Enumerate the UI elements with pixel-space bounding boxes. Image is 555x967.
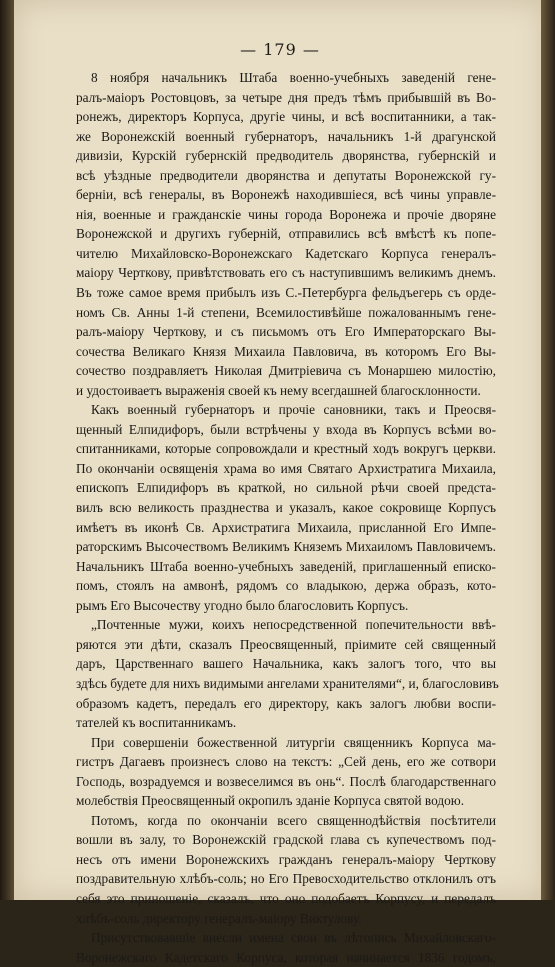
text-line: вилъ всю великость празднества и указалъ, какое сокровище Корпусъ bbox=[76, 500, 496, 516]
text-line: берніи, всѣ генералы, въ Воронежѣ находившіеся, всѣ чины управле- bbox=[76, 187, 496, 203]
text-line: имѣетъ въ иконѣ Св. Архистратига Михаила, присланной Его Импе- bbox=[76, 519, 496, 535]
text-line: Присутствовавшіе внесли имена свои въ лѣтопись Михайловскаго- bbox=[91, 930, 496, 946]
text-line: спитанниками, которые сопровождали и крестный ходъ вокругъ церкви. bbox=[76, 441, 496, 457]
text-line: Въ тоже самое время прибылъ изъ С.-Петербурга фельдъегерь съ орде- bbox=[76, 285, 496, 301]
text-line: По окончаніи освященія храма во имя Святаго Архистратига Михаила, bbox=[76, 460, 496, 476]
text-line: Потомъ, когда по окончаніи всего священнодѣйствія посѣтители bbox=[91, 812, 496, 828]
text-line: раторскимъ Высочествомъ Великимъ Княземъ Михаиломъ Павловичемъ. bbox=[76, 539, 496, 555]
text-line: дивизіи, Курскій губернскій предводитель дворянства, губернскій и bbox=[76, 148, 496, 164]
text-line: Господь, возрадуемся и возвеселимся въ онь“. Послѣ благодарственнаго bbox=[76, 773, 496, 789]
text-line: хлѣбъ-соль директору генералъ-маіору Виктулову. bbox=[76, 910, 362, 926]
text-line: ралъ-маіоръ Ростовцовъ, за четыре дня предъ тѣмъ прибывшій въ Во- bbox=[76, 89, 496, 105]
text-line: ронежъ, директоръ Корпуса, другіе чины, и всѣ воспитанники, а так- bbox=[76, 109, 496, 125]
text-line: щенный Елпидифоръ, были встрѣчены у входа въ Корпусъ всѣми во- bbox=[76, 421, 496, 437]
text-line: вошли въ залу, то Воронежскій градской глава съ купечествомъ под- bbox=[76, 832, 496, 848]
text-line: При совершеніи божественной литургіи священникъ Корпуса ма- bbox=[91, 734, 496, 750]
text-line: Воронежскаго Кадетскаго Корпуса, которая начинается 1836 годомъ, bbox=[76, 949, 496, 965]
text-line: даръ, Царственнаго вашего Начальника, какъ залогъ того, что вы bbox=[76, 656, 496, 672]
book-page bbox=[14, 0, 546, 965]
text-line: рымъ Его Высочеству угодно было благословить Корпусъ. bbox=[76, 597, 409, 613]
text-line: Какъ военный губернаторъ и прочіе сановники, такъ и Преосвя- bbox=[91, 402, 496, 418]
text-line: Начальникъ Штаба военно-учебныхъ заведеній, приглашенный еписко- bbox=[76, 558, 496, 574]
text-line: номъ Св. Анны 1-й степени, Всемилостивѣйше пожалованнымъ гене- bbox=[76, 304, 496, 320]
text-line: епископъ Елпидифоръ въ краткой, но сильной рѣчи своей предста- bbox=[76, 480, 496, 496]
text-line: образомъ кадетъ, передалъ его директору, какъ залогъ любви воспи- bbox=[76, 695, 496, 711]
text-line: 8 ноября начальникъ Штаба военно-учебныхъ заведеній гене- bbox=[91, 70, 496, 85]
text-line: и удостоиваетъ выраженія своей къ нему всегдашней благосклонности. bbox=[76, 382, 481, 398]
text-line: несъ отъ имени Воронежскихъ гражданъ генералъ-маіору Черткову bbox=[76, 851, 496, 867]
text-line: себя это приношеніе, сказалъ, что оно подобаетъ Корпусу, и передалъ bbox=[76, 890, 496, 906]
page-edge bbox=[541, 0, 555, 900]
text-line: ряются эти дѣти, сказалъ Преосвященный, пріимите сей священный bbox=[76, 636, 496, 652]
page-number: — 179 — bbox=[240, 40, 320, 59]
text-line: молебствія Преосвященный окропилъ зданіе Корпуса святой водою. bbox=[76, 793, 465, 809]
text-line: гистръ Дагаевъ произнесъ слово на текстъ: „Сей день, его же сотвори bbox=[76, 754, 496, 770]
text-line: нія, военные и гражданскіе чины города Воронежа и прочіе дворяне bbox=[76, 206, 496, 222]
text-line: тателей къ воспитанникамъ. bbox=[76, 715, 237, 731]
text-line: ралъ-маіору Черткову, и съ письмомъ отъ Его Императорскаго Вы- bbox=[76, 324, 496, 340]
text-line: здѣсь будете для нихъ видимыми ангелами хранителями“, и, благословивъ bbox=[76, 675, 499, 691]
text-line: чителю Михайловско-Воронежскаго Кадетскаго Корпуса генералъ- bbox=[76, 245, 496, 261]
text-line: поздравительную хлѣбъ-соль; но Его Превосходительство отклонилъ отъ bbox=[76, 871, 496, 887]
body-text bbox=[76, 68, 499, 967]
text-line: сочества Великаго Князя Михаила Павловича, въ которомъ Его Вы- bbox=[76, 343, 496, 359]
book-spine-shadow bbox=[0, 0, 14, 900]
text-line: всѣ уѣздные предводители дворянства и депутаты Воронежской гу- bbox=[76, 167, 496, 183]
text-line: „Почтенные мужи, коихъ непосредственной попечительности ввѣ- bbox=[91, 617, 496, 633]
text-line: сочество поздравляетъ Николая Дмитріевича съ Монаршею милостію, bbox=[76, 363, 496, 379]
text-line: Воронежской и другихъ губерній, отправились всѣ вмѣстѣ къ попе- bbox=[76, 226, 496, 242]
text-line: же Воронежскій военный губернаторъ, начальникъ 1-й драгунской bbox=[76, 128, 496, 144]
text-line: помъ, стоялъ на амвонѣ, рядомъ со владыкою, держа образъ, кото- bbox=[76, 578, 496, 594]
text-line: маіору Черткову, привѣтствовать его съ наступившимъ великимъ днемъ. bbox=[76, 265, 496, 281]
